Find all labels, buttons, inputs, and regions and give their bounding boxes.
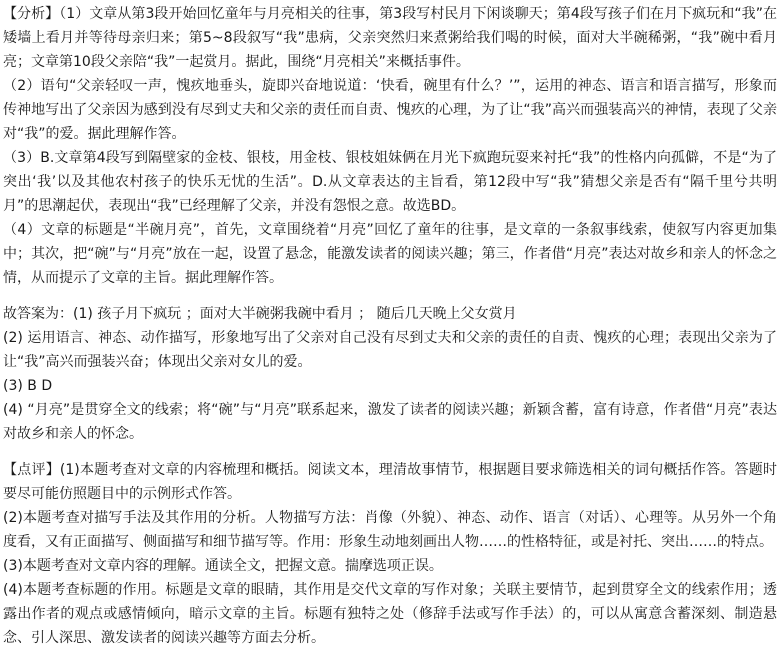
document xyxy=(3,2,777,650)
comment-paragraph-4: (4)本题考查标题的作用。标题是文章的眼睛，其作用是交代文章的写作对象；关联主要情节，起到贯穿全文的线索作用；透露出作者的观点或感情倾向，暗示文章的主旨。标题有独特之处（修辞手法或写作手法）的，可以从寓意含蓄深刻、制造悬念、引人深思、激发读者的阅读兴趣等方面去分析。 xyxy=(3,582,777,646)
answer-line-1: 故答案为：(1) 孩子月下疯玩 ；面对大半碗粥我碗中看月 ； 随后几天晚上父女赏月 xyxy=(3,306,517,322)
spacer xyxy=(3,446,777,458)
answer-line-4: (4) “月亮”是贯穿全文的线索；将“碗”与“月亮”联系起来，激发了读者的阅读兴趣；新颖含蓄，富有诗意，作者借“月亮”表达对故乡和亲人的怀念。 xyxy=(3,402,777,442)
comment-paragraph-1: 【点评】(1)本题考查对文章的内容梳理和概括。阅读文本，理清故事情节，根据题目要求筛选相关的词句概括作答。答题时要尽可能仿照题目中的示例形式作答。 xyxy=(3,462,777,502)
answer-line-3: (3) B D xyxy=(3,378,53,394)
answer-section xyxy=(3,302,777,446)
answer-line-2: (2) 运用语言、神态、动作描写，形象地写出了父亲对自己没有尽到丈夫和父亲的责任的自责、愧疚的心理；表现出父亲为了让“我”高兴而强装兴奋；体现出父亲对女儿的爱。 xyxy=(3,330,777,370)
analysis-text-1: （1）文章从第3段开始回忆童年与月亮相关的往事，第3段写村民月下闲谈聊天；第4段写孩子们在月下疯玩和“我”在矮墙上看月并等待母亲归来；第5~8段叙写“我”患病，父亲突然归来煮粥给我们喝的时候，面对大半碗稀粥，“我”碗中看月亮；文章第10段父亲陪“我”一起赏月。据此，围绕“月亮相关”来概括事件。 xyxy=(3,6,777,70)
spacer xyxy=(3,290,777,302)
comment-section xyxy=(3,458,777,650)
comment-paragraph-2: (2)本题考查对描写手法及其作用的分析。人物描写方法：肖像（外貌）、神态、动作、语言（对话）、心理等。从另外一个角度看，又有正面描写、侧面描写和细节描写等。作用：形象生动地刻画出人物……的性格特征，或是衬托、突出……的特点。 xyxy=(3,510,777,550)
analysis-paragraph-1 xyxy=(3,2,777,74)
analysis-section xyxy=(3,2,777,290)
analysis-tag: 【分析】 xyxy=(3,6,60,22)
analysis-paragraph-4: （4）文章的标题是“半碗月亮”，首先，文章围绕着“月亮”回忆了童年的往事，是文章的一条叙事线索，使叙写内容更加集中；其次，把“碗”与“月亮”放在一起，设置了悬念，能激发读者的阅读兴趣；第三，作者借“月亮”表达对故乡和亲人的怀念之情，从而提示了文章的主旨。据此理解作答。 xyxy=(3,222,777,286)
analysis-paragraph-3: （3）B.文章第4段写到隔壁家的金枝、银枝，用金枝、银枝姐妹俩在月光下疯跑玩耍来衬托“我”的性格内向孤僻，不是“为了突出‘我’以及其他农村孩子的快乐无忧的生活”。D.从文章表达的主旨看，第12段中写“我”猜想父亲是否有“隔千里兮共明月”的思潮起伏，表现出“我”已经理解了父亲，并没有怨恨之意。故选BD。 xyxy=(3,150,777,214)
analysis-paragraph-2: （2）语句“父亲轻叹一声，愧疚地垂头，旋即兴奋地说道：‘快看，碗里有什么？’”，运用的神态、语言和语言描写，形象而传神地写出了父亲因为感到没有尽到丈夫和父亲的责任而自责、愧疚的心理，为了让“我”高兴而强装高兴的神情，表现了父亲对“我”的爱。据此理解作答。 xyxy=(3,78,777,142)
comment-paragraph-3: (3)本题考查对文章内容的理解。通读全文，把握文意。揣摩选项正误。 xyxy=(3,558,443,574)
